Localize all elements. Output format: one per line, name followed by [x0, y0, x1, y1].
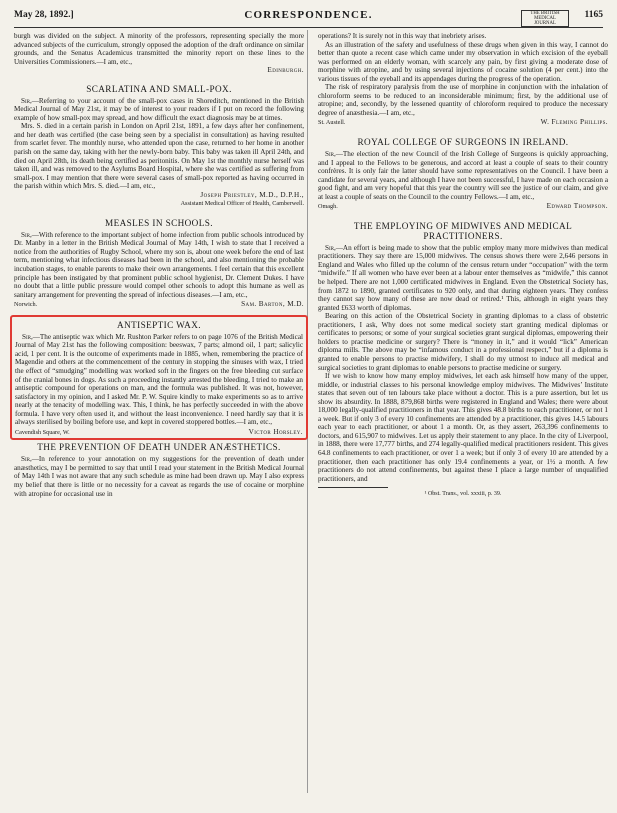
- letter-title: MEASLES IN SCHOOLS.: [105, 217, 213, 228]
- salutation: Sir,: [325, 150, 336, 159]
- letter-measles: [14, 218, 304, 310]
- paragraph: —With reference to the important subject of home infection from public schools introduced by Dr. Manby in a letter in the British Medical Journal of May 14th, I wish to state that I received a notice from the authorities of Rugby School, where my son is, about one week before the end of last term, mentioning what infectious diseases had been in the school, and also mentioning the probable incubation stages, to enable parents to make their own arrangements. I feel certain that this excellent principle has been instigated by that prominent public school hygienist, Dr. Clement Dukes. I have no doubt that a little public pressure would compel other schools to adopt this humane as well as sanitary arrangement for preventing the spread of infectious diseases.—I am, etc.,: [14, 230, 304, 299]
- letter-title: THE PREVENTION OF DEATH UNDER ANÆSTHETICS.: [37, 442, 281, 453]
- letter-antiseptic-wax-highlight: [10, 315, 308, 441]
- signer-name: Victor Horsley.: [248, 427, 303, 436]
- paragraph: —In reference to your annotation on my suggestions for the prevention of death under anæsthetics, may I be permitted to say that until I read your statement in the British Medical Journal of May 14th I was not aware that any such schedule as mine had been drawn up. May I also express my belief that there is little or no necessity for a caveat as regards the use of cocaine or morphine with atropine for occasional use in: [14, 455, 304, 498]
- page-header: [14, 7, 603, 28]
- salutation: Sir,: [21, 230, 32, 239]
- journal-name-line2: MEDICAL JOURNAL: [534, 16, 556, 26]
- salutation: Sir,: [21, 455, 32, 464]
- salutation: Sir,: [22, 332, 33, 341]
- signer-name: Joseph Priestley, M.D., D.P.H.,: [200, 190, 304, 199]
- letter-title: THE EMPLOYING OF MIDWIVES AND MEDICAL PRACTITIONERS.: [353, 220, 573, 241]
- signer-name: W. Fleming Phillips.: [540, 118, 608, 127]
- footnote-rule: [318, 487, 388, 488]
- signer-title: Assistant Medical Officer of Health, Camberwell.: [180, 200, 304, 208]
- paragraph: If we wish to know how many employ midwives, let each ask himself how many of the upper, middle, or industrial classes to his personal knowledge employ midwives. The Midwives’ Institute states that seven out of ten labours take place without a doctor. This is a pure assertion, but let us show its absurdity. In 1888, 879,868 births were registered in England and Wales; there were about 18,000 legally-qualified practitioners in that year. This gives 48.8 births to each practitioner, or not 1 a week. But if only 3 of every 10 confinements are attended by a practitioner, this gives 14.5 labours each year to each practitioner, or about 1 a month. Or, as they assert, 263,396 confinements to doctors, and 615,907 to midwives. Let us apply their statement to any place. In the city of Liverpool, in 1888, there were 17,777 births, and 274 legally-qualified medical practitioners resident. This gives 64.8 confinements to each practitioner, or over 1 a week; but if only 3 of every 10 are attended by a practitioner, then each practitioner has only 19.4 confinements a year, or 1½ a month. A few practitioners do not attend confinements, but against these I place a large number of unqualified practitioners, and: [318, 372, 608, 483]
- paragraph: Bearing on this action of the Obstetrical Society in granting diplomas to a class of obstetric practitioners, I ask, Why does not some medical society start granting medical diplomas or certificates to persons; or some of your surgical societies grant surgical diplomas, empowering their holders to practise medicine or surgery? There is “money in it,” and it would “lick” American diploma mills. The above may be “infamous conduct in a professional respect,” but if a diploma is granted to enable persons to practise midwifery, I shall do my utmost to induce all medical and surgical societies to grant diplomas to enable persons to practise medicine or surgery.: [318, 312, 608, 372]
- letter-title: SCARLATINA AND SMALL-POX.: [86, 83, 232, 94]
- journal-name-box: [521, 10, 569, 27]
- edinburgh-signature: Edinburgh.: [267, 66, 304, 75]
- signer-name: Edward Thompson.: [546, 202, 608, 211]
- letter-title: ANTISEPTIC WAX.: [117, 319, 201, 330]
- signer-place: St. Austell.: [318, 119, 346, 127]
- paragraph: Mrs. S. died in a certain parish in London on April 21st, 1891, a few days after her confinement, and her death was certified (the case being seen by a specialist in consultation) as having resulted from scarlet fever. The monthly nurse, who attended upon the case, returned to her home in another parish on the same day, taking with her the newly-born baby. This baby was taken ill April 24th, and died on April 28th, its death being certified as peritonitis. On May 1st the monthly nurse herself was taken ill, and was removed to the Asylums Board Hospital, where she was certified as suffering from small-pox. I may mention that there were several cases of small-pox reported as having occurred in the parish within which Mrs. S. died.—I am, etc.,: [14, 122, 304, 191]
- letter-midwives: [318, 221, 608, 499]
- journal-name-line1: THE BRITISH: [530, 11, 560, 16]
- salutation: Sir,: [325, 243, 336, 252]
- salutation: Sir,: [21, 96, 32, 105]
- letter-scarlatina: [14, 84, 304, 209]
- letter-prevention: [14, 442, 304, 498]
- issue-date: May 28, 1892.]: [14, 10, 74, 20]
- letter-title: ROYAL COLLEGE OF SURGEONS IN IRELAND.: [357, 137, 569, 148]
- edinburgh-letter-end: burgh was divided on the subject. A minority of the professors, representing specially the more advanced subjects of the curriculum, strongly opposed the adoption of the draft ordinance on similar grounds, and the Senatus Academicus transmitted the minority report on these lines to the Universities Commissioners.—I am, etc.,: [14, 32, 304, 66]
- letter-rcsi: [318, 137, 608, 212]
- paragraph: operations? It is surely not in this way that inebriety arises.: [318, 32, 487, 40]
- paragraph: —The antiseptic wax which Mr. Rushton Parker refers to on page 1076 of the British Medical Journal of May 21st has the following composition: beeswax, 7 parts; almond oil, 1 part; salicylic acid, 1 per cent. It is the outcome of experiments made in 1885, when, remembering the practice of Magendie and others at the commencement of the century in stopping the sinuses with wax, I tried the effect of “smudging” modelling wax worked soft in the fingers on the free bleeding cut surface of the cranial bones in dogs. As such a proceeding instantly arrested the bleeding, I tried to make an antiseptic compound for operations on man, and the formula was published. It was not, however, satisfactory in my opinion, and I asked Mr. P. W. Squire kindly to make experiments so as to arrive nearly at the tenacity of modelling wax. This, I think, he has perfectly succeeded in with the above formula. I have very often used it, and without the least inconvenience. I need hardly say that it is always sterilised by boiling before use, and kept in covered stoppered bottles.—I am, etc.,: [15, 332, 303, 427]
- signer-place: Cavendish Square, W.: [15, 428, 70, 436]
- paragraph: —An effort is being made to show that the public employ many more midwives than medical practitioners. They say there are 15,000 midwives. The census shows there were 2,646 persons in England and Wales who filled up the column of the census return under “occupation” with the term “midwife.” If all women who have ever been at a labour enter themselves as “midwife,” this cannot be helped. There are not 1,000 certificated midwives in England. Even the Obstetrical Society has, from 1872 to 1890, granted certificates to 920 only, and that during eighteen years. They confess they cannot say how many of these are now dead or retired.¹ This, although in eight years they granted £633 worth of diplomas.: [318, 243, 608, 312]
- signer-place: Norwich.: [14, 301, 38, 309]
- right-column: [318, 32, 608, 499]
- left-column: [14, 32, 304, 498]
- footnote: ¹ Obst. Trans., vol. xxxiii, p. 39.: [424, 491, 502, 498]
- section-title: CORRESPONDENCE.: [244, 9, 373, 21]
- paragraph: As an illustration of the safety and usefulness of these drugs when given in this way, I cannot do better than quote a recent case which came under my observation in which excision of the eyeball was performed on an elderly woman, with scarcely any pain, by first giving a moderate dose of morphine with atropine, and by using several injections of cocaine solution (4 per cent.) into the various tissues of the eyeball and its appendages during the progress of the operation.: [318, 40, 608, 83]
- page-number: 1165: [584, 10, 603, 20]
- signer-name: Sam. Barton, M.D.: [241, 300, 304, 309]
- paragraph: —Referring to your account of the small-pox cases in Shoreditch, mentioned in the British Medical Journal of May 21st, it may be of interest to your readers if I put on record the following example of how small-pox may spread, and how difficult the exact diagnosis may be at times.: [14, 96, 304, 122]
- paragraph: The risk of respiratory paralysis from the use of morphine in conjunction with the inhalation of chloroform seems to be reduced to an inconsiderable minimum; first, by the additional use of atropine; and, secondly, by the lessened quantity of chloroform required to produce the necessary degree of anæsthesia.—I am, etc.,: [318, 83, 608, 117]
- signer-place: Omagh.: [318, 203, 338, 211]
- paragraph: —The election of the new Council of the Irish College of Surgeons is quickly approaching, and I appeal to the Fellows to be generous, and accord at least a couple of seats to their country confrères. It is only fair the latter should have some representatives on the Council. I have been a candidate for several years, and although I have not been successful, I have made on each occasion a good fight, and am very hopeful that this year the country will see the justice of our claim, and give at least a couple of seats on the Council to the country Fellows.—I am, etc.,: [318, 150, 608, 201]
